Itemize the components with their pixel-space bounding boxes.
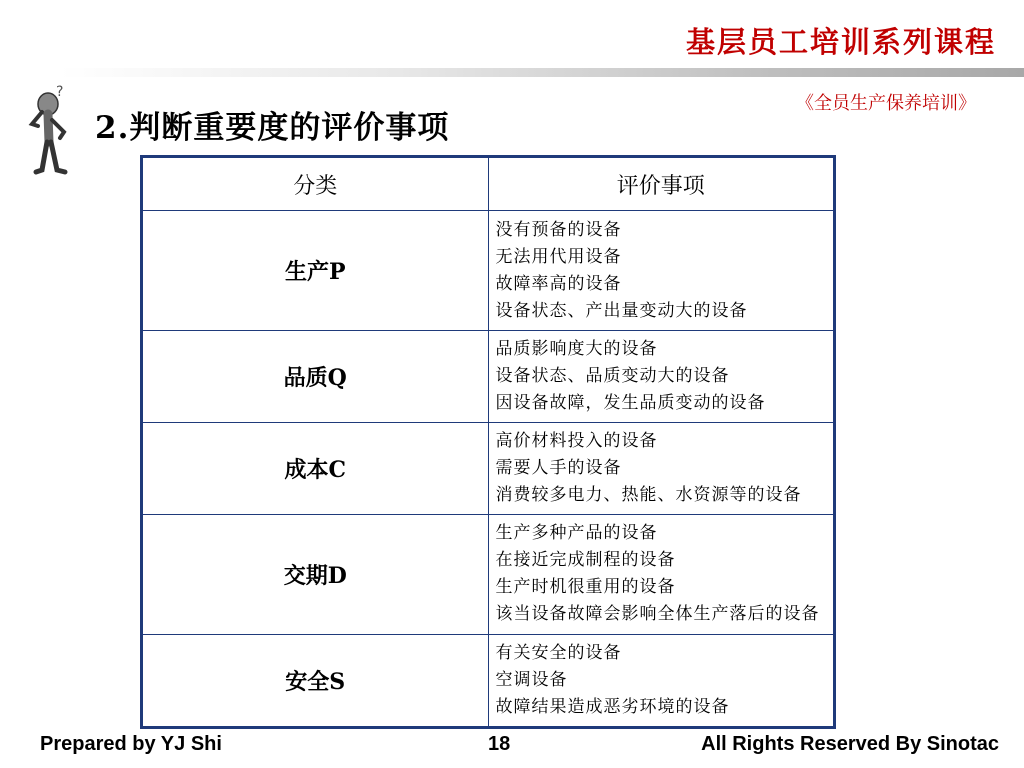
evaluation-table bbox=[140, 155, 836, 729]
items-cell bbox=[488, 211, 834, 331]
course-title: 基层员工培训系列课程 bbox=[685, 25, 996, 59]
list-item: 因设备故障，发生品质变动的设备 bbox=[495, 393, 766, 414]
list-item: 设备状态、品质变动大的设备 bbox=[495, 366, 730, 387]
list-item: 消费较多电力、热能、水资源等的设备 bbox=[495, 484, 802, 505]
table-row bbox=[143, 211, 834, 331]
category-cell: 成本C bbox=[143, 423, 489, 515]
items-cell bbox=[488, 423, 834, 515]
list-item: 故障率高的设备 bbox=[495, 273, 622, 294]
list-item: 有关安全的设备 bbox=[495, 643, 622, 664]
slide-heading: 2.判断重要度的评价事项 bbox=[95, 110, 450, 146]
header-divider-bar bbox=[60, 68, 1024, 77]
list-item: 在接近完成制程的设备 bbox=[495, 550, 676, 571]
table-header-row bbox=[143, 158, 834, 211]
list-item: 设备状态、产出量变动大的设备 bbox=[495, 300, 748, 321]
header-evaluation-items: 评价事项 bbox=[488, 158, 834, 211]
thinking-figure-icon bbox=[22, 82, 82, 176]
table-row bbox=[143, 423, 834, 515]
svg-text:?: ? bbox=[56, 84, 64, 100]
course-subtitle: 《全员生产保养培训》 bbox=[796, 93, 976, 114]
footer-page-number: 18 bbox=[488, 733, 511, 755]
list-item: 空调设备 bbox=[495, 670, 568, 691]
items-cell bbox=[488, 331, 834, 423]
category-cell: 交期D bbox=[143, 514, 489, 634]
list-item: 没有预备的设备 bbox=[495, 219, 622, 240]
list-item: 故障结果造成恶劣环境的设备 bbox=[495, 697, 730, 718]
list-item: 生产时机很重用的设备 bbox=[495, 577, 676, 598]
items-cell bbox=[488, 635, 834, 727]
footer-copyright: All Rights Reserved By Sinotac bbox=[701, 733, 999, 755]
table-row bbox=[143, 635, 834, 727]
footer-prepared-by: Prepared by YJ Shi bbox=[40, 733, 222, 755]
header-category: 分类 bbox=[143, 158, 489, 211]
list-item: 品质影响度大的设备 bbox=[495, 339, 658, 360]
list-item: 该当设备故障会影响全体生产落后的设备 bbox=[495, 604, 820, 625]
list-item: 无法用代用设备 bbox=[495, 246, 622, 267]
category-cell: 生产P bbox=[143, 211, 489, 331]
category-cell: 品质Q bbox=[143, 331, 489, 423]
list-item: 需要人手的设备 bbox=[495, 457, 622, 478]
items-cell bbox=[488, 514, 834, 634]
table-row bbox=[143, 514, 834, 634]
list-item: 生产多种产品的设备 bbox=[495, 523, 658, 544]
category-cell: 安全S bbox=[143, 635, 489, 727]
table-row bbox=[143, 331, 834, 423]
list-item: 高价材料投入的设备 bbox=[495, 430, 658, 451]
